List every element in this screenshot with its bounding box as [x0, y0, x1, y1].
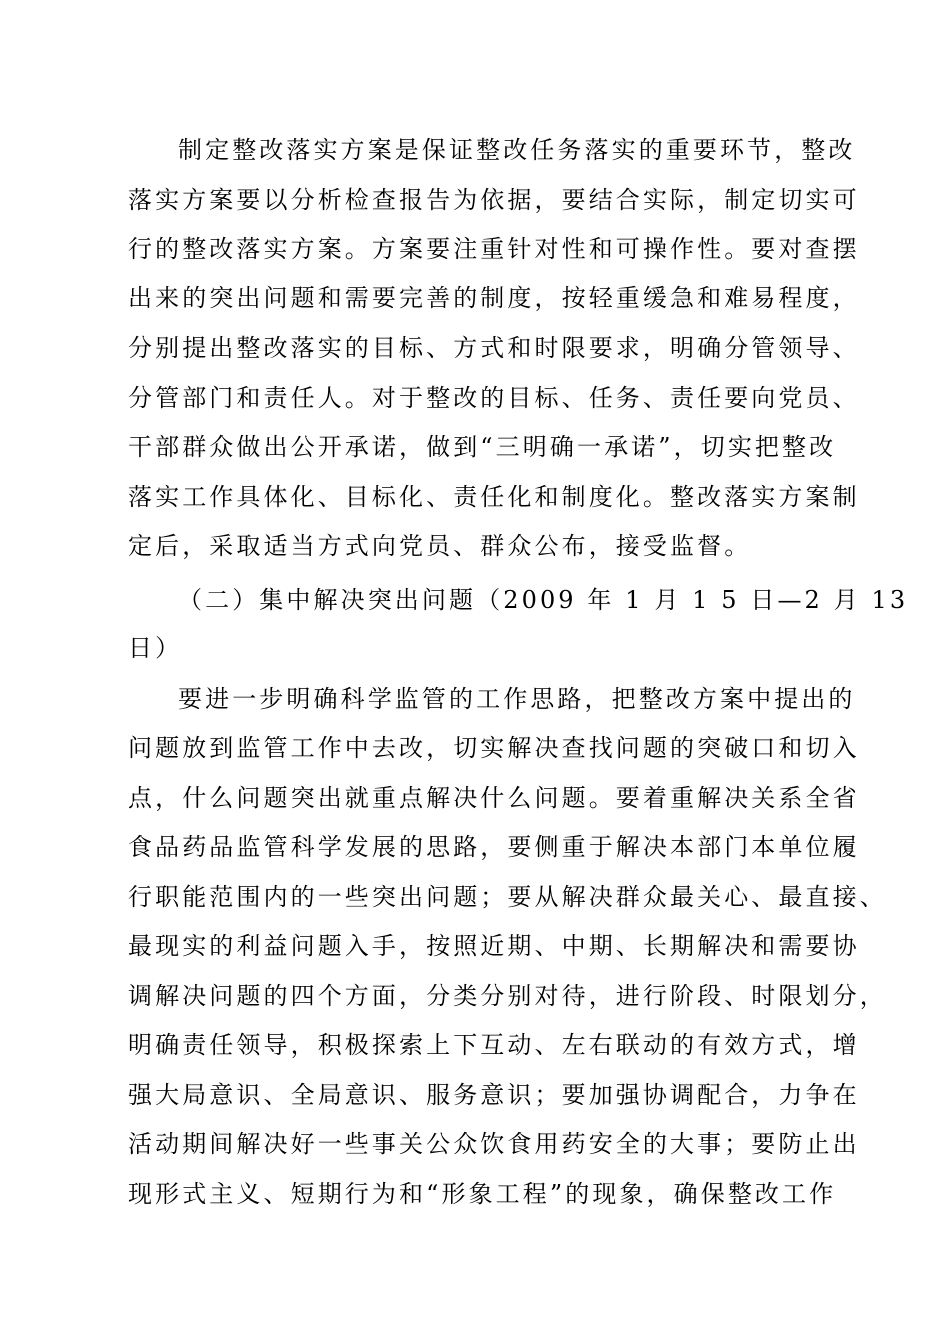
paragraph-1-line-7: 干部群众做出公开承诺，做到“三明确一承诺”，切实把整改	[128, 433, 837, 461]
paragraph-2-line-4: 食品药品监管科学发展的思路，要侧重于解决本部门本单位履	[128, 833, 860, 861]
paragraph-1-line-5: 分别提出整改落实的目标、方式和时限要求，明确分管领导、	[128, 334, 860, 362]
paragraph-2-line-7: 调解决问题的四个方面，分类分别对待，进行阶段、时限划分，	[128, 982, 887, 1010]
paragraph-1-line-3: 行的整改落实方案。方案要注重针对性和可操作性。要对查摆	[128, 235, 860, 263]
paragraph-1-line-2: 落实方案要以分析检查报告为依据，要结合实际，制定切实可	[128, 186, 860, 214]
paragraph-1-line-9: 定后，采取适当方式向党员、群众公布，接受监督。	[128, 532, 752, 560]
paragraph-2-line-11: 现形式主义、短期行为和“形象工程”的现象，确保整改工作	[128, 1180, 837, 1208]
section-heading-line-2: 日）	[128, 634, 183, 662]
paragraph-2-line-1: 要进一步明确科学监管的工作思路，把整改方案中提出的	[178, 685, 856, 713]
paragraph-2-line-6: 最现实的利益问题入手，按照近期、中期、长期解决和需要协	[128, 932, 860, 960]
paragraph-1-line-4: 出来的突出问题和需要完善的制度，按轻重缓急和难易程度，	[128, 284, 860, 312]
paragraph-2-line-9: 强大局意识、全局意识、服务意识；要加强协调配合，力争在	[128, 1081, 860, 1109]
paragraph-2-line-8: 明确责任领导，积极探索上下互动、左右联动的有效方式，增	[128, 1031, 860, 1059]
paragraph-1-line-6: 分管部门和责任人。对于整改的目标、任务、责任要向党员、	[128, 384, 860, 412]
paragraph-1-line-8: 落实工作具体化、目标化、责任化和制度化。整改落实方案制	[128, 483, 860, 511]
paragraph-2-line-2: 问题放到监管工作中去改，切实解决查找问题的突破口和切入	[128, 734, 860, 762]
paragraph-1-line-1: 制定整改落实方案是保证整改任务落实的重要环节，整改	[178, 136, 856, 164]
section-heading-line-1: （二）集中解决突出问题（2009 年 1 月 1 5 日—2 月 13	[178, 586, 909, 614]
paragraph-2-line-10: 活动期间解决好一些事关公众饮食用药安全的大事；要防止出	[128, 1130, 860, 1158]
paragraph-2-line-3: 点，什么问题突出就重点解决什么问题。要着重解决关系全省	[128, 784, 860, 812]
paragraph-2-line-5: 行职能范围内的一些突出问题；要从解决群众最关心、最直接、	[128, 883, 887, 911]
